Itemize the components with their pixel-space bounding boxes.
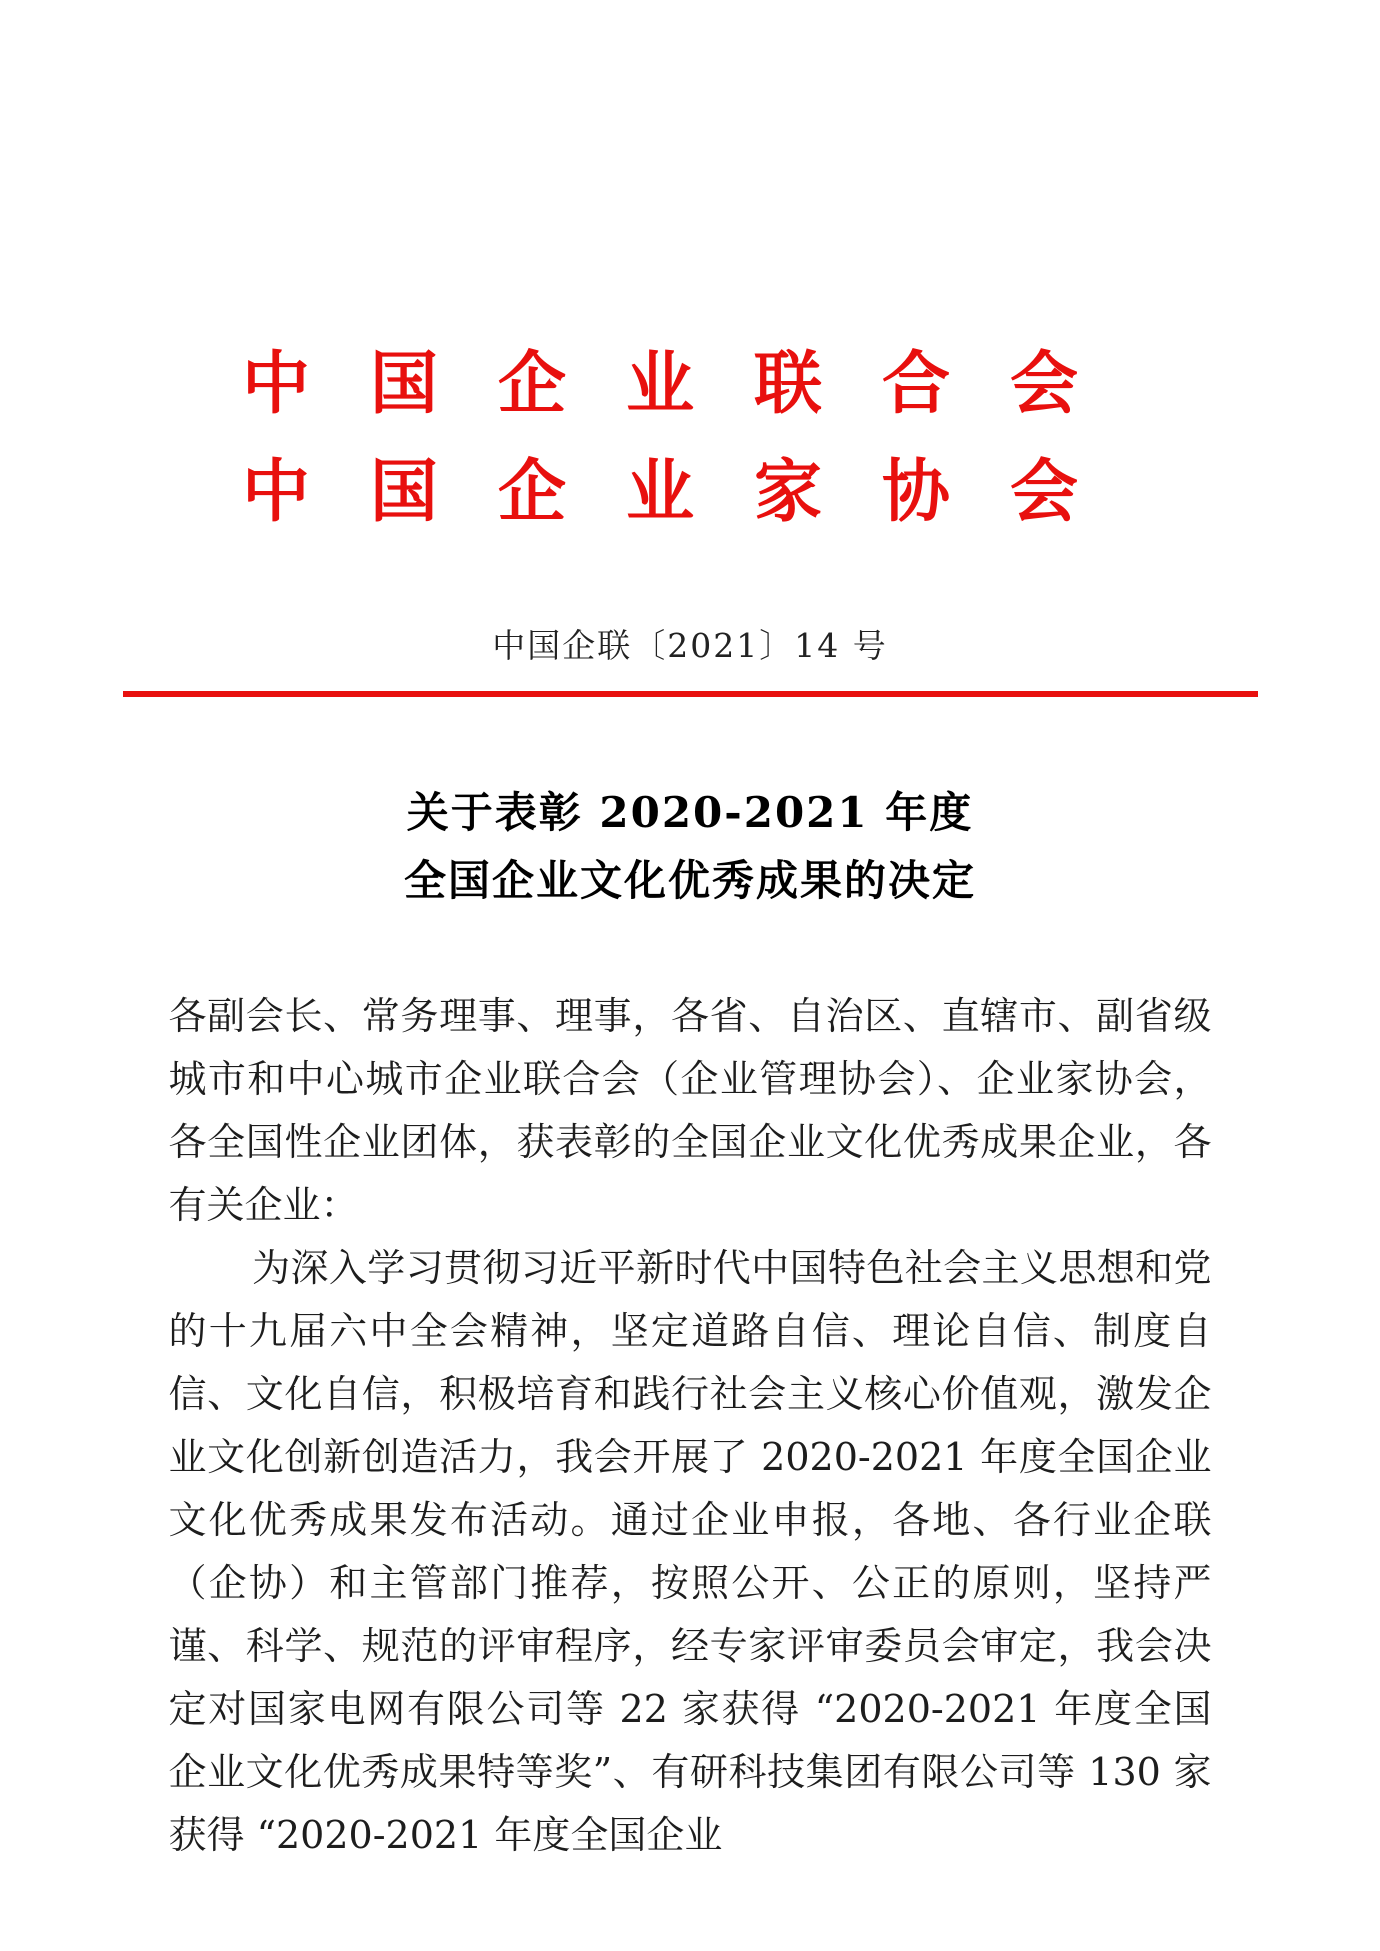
document-title-line-1: 关于表彰 2020-2021 年度 — [406, 788, 974, 837]
document-number: 中国企联〔2021〕14 号 — [492, 626, 888, 665]
document-title-line-2: 全国企业文化优秀成果的决定 — [403, 856, 976, 905]
red-separator-line — [123, 691, 1258, 697]
document-body — [169, 985, 1212, 1867]
document-title — [0, 779, 1380, 915]
main-paragraph: 为深入学习贯彻习近平新时代中国特色社会主义思想和党的十九届六中全会精神，坚定道路自信、理论自信、制度自信、文化自信，积极培育和践行社会主义核心价值观，激发企业文化创新创造活力，我会开展了 2020-2021 年度全国企业文化优秀成果发布活动。通过企业申报，各地、各行业企联（企协）和主管部门推荐，按照公开、公正的原则，坚持严谨、科学、规范的评审程序，经专家评审委员会审定，我会决定对国家电网有限公司等 22 家获得 “2020-2021 年度全国企业文化优秀成果特等奖”、有研科技集团有限公司等 130 家获得 “2020-2021 年度全国企业 — [168, 1246, 1212, 1857]
salutation-paragraph: 各副会长、常务理事、理事，各省、自治区、直辖市、副省级城市和中心城市企业联合会（企业管理协会）、企业家协会，各全国性企业团体，获表彰的全国企业文化优秀成果企业，各有关企业： — [168, 994, 1212, 1227]
org-name-line-1: 中国企业联合会 — [241, 344, 1138, 424]
org-name-line-2: 中国企业家协会 — [241, 452, 1138, 532]
org-header — [0, 0, 1380, 546]
